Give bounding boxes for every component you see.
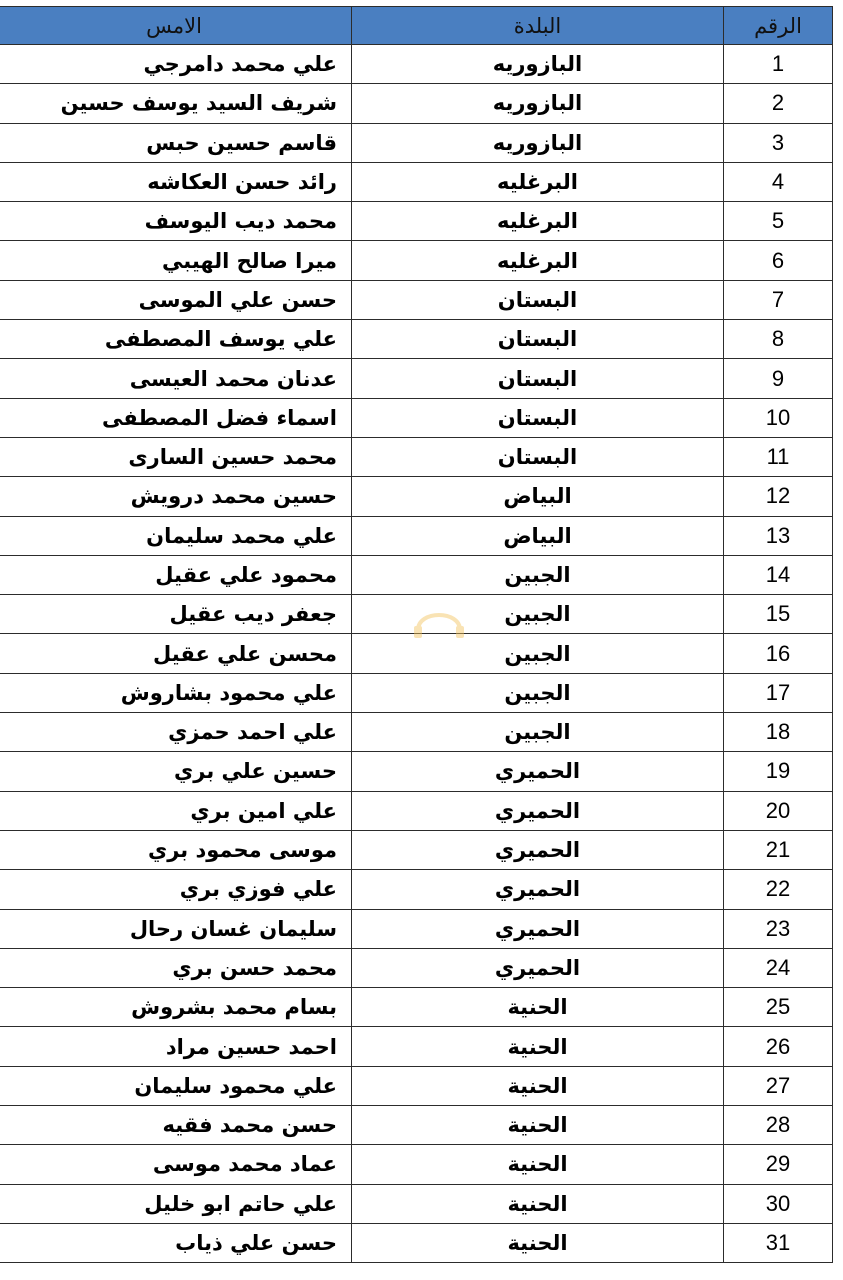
row-number: 26 [724, 1027, 833, 1066]
table-header [0, 7, 833, 45]
table-row [0, 241, 833, 280]
row-town: الحميري [352, 948, 724, 987]
row-number: 24 [724, 948, 833, 987]
row-name: عماد محمد موسى [0, 1145, 352, 1184]
row-name: علي احمد حمزي [0, 713, 352, 752]
table-row [0, 909, 833, 948]
table-row [0, 1106, 833, 1145]
row-town: البستان [352, 359, 724, 398]
table-row [0, 555, 833, 594]
table-row [0, 791, 833, 830]
row-name: حسين علي بري [0, 752, 352, 791]
table-row [0, 162, 833, 201]
row-name: قاسم حسين حبس [0, 123, 352, 162]
row-number: 28 [724, 1106, 833, 1145]
row-town: البازوريه [352, 84, 724, 123]
row-number: 4 [724, 162, 833, 201]
row-name: احمد حسين مراد [0, 1027, 352, 1066]
header-number: الرقم [724, 7, 833, 45]
row-number: 7 [724, 280, 833, 319]
table-row [0, 437, 833, 476]
row-town: الجبين [352, 555, 724, 594]
row-number: 6 [724, 241, 833, 280]
row-name: محمود علي عقيل [0, 555, 352, 594]
row-number: 29 [724, 1145, 833, 1184]
row-number: 19 [724, 752, 833, 791]
table-row [0, 359, 833, 398]
table-row [0, 673, 833, 712]
row-name: علي محمود سليمان [0, 1066, 352, 1105]
row-name: علي حاتم ابو خليل [0, 1184, 352, 1223]
row-number: 22 [724, 870, 833, 909]
row-town: الحميري [352, 752, 724, 791]
row-number: 10 [724, 398, 833, 437]
row-town: البرغليه [352, 162, 724, 201]
table-row [0, 988, 833, 1027]
row-name: علي فوزي بري [0, 870, 352, 909]
row-town: الجبين [352, 713, 724, 752]
row-town: الحميري [352, 791, 724, 830]
row-town: الحميري [352, 870, 724, 909]
row-town: البازوريه [352, 45, 724, 84]
row-name: اسماء فضل المصطفى [0, 398, 352, 437]
row-name: بسام محمد بشروش [0, 988, 352, 1027]
row-name: محمد ديب اليوسف [0, 202, 352, 241]
row-number: 21 [724, 830, 833, 869]
row-name: سليمان غسان رحال [0, 909, 352, 948]
table-row [0, 1184, 833, 1223]
row-name: موسى محمود بري [0, 830, 352, 869]
table-row [0, 1027, 833, 1066]
table-row [0, 948, 833, 987]
row-number: 3 [724, 123, 833, 162]
row-name: حسن علي الموسى [0, 280, 352, 319]
row-name: رائد حسن العكاشه [0, 162, 352, 201]
row-town: البستان [352, 437, 724, 476]
row-number: 9 [724, 359, 833, 398]
row-name: جعفر ديب عقيل [0, 595, 352, 634]
row-town: البازوريه [352, 123, 724, 162]
row-town: البياض [352, 516, 724, 555]
row-town: البستان [352, 320, 724, 359]
table-row [0, 870, 833, 909]
row-town: الحنية [352, 1066, 724, 1105]
row-name: حسين محمد درويش [0, 477, 352, 516]
row-number: 5 [724, 202, 833, 241]
row-name: حسن علي ذياب [0, 1223, 352, 1262]
row-number: 8 [724, 320, 833, 359]
row-town: الحنية [352, 1027, 724, 1066]
row-number: 20 [724, 791, 833, 830]
row-town: البرغليه [352, 202, 724, 241]
table-row [0, 202, 833, 241]
table-row [0, 1066, 833, 1105]
row-name: عدنان محمد العيسى [0, 359, 352, 398]
table-row [0, 280, 833, 319]
header-row [0, 7, 833, 45]
table-row [0, 84, 833, 123]
row-number: 31 [724, 1223, 833, 1262]
row-town: البستان [352, 398, 724, 437]
table-row [0, 320, 833, 359]
row-name: علي يوسف المصطفى [0, 320, 352, 359]
row-number: 17 [724, 673, 833, 712]
table-row [0, 830, 833, 869]
table-row [0, 398, 833, 437]
row-number: 25 [724, 988, 833, 1027]
table-row [0, 1145, 833, 1184]
table-row [0, 123, 833, 162]
header-name: الامس [0, 7, 352, 45]
row-town: الحنية [352, 1223, 724, 1262]
table-body [0, 45, 833, 1263]
row-town: الحميري [352, 909, 724, 948]
row-name: محمد حسين السارى [0, 437, 352, 476]
row-number: 11 [724, 437, 833, 476]
row-name: محمد حسن بري [0, 948, 352, 987]
row-town: الجبين [352, 634, 724, 673]
table-row [0, 713, 833, 752]
table-row [0, 477, 833, 516]
row-number: 14 [724, 555, 833, 594]
row-name: علي محمد سليمان [0, 516, 352, 555]
table-row [0, 1223, 833, 1262]
row-number: 15 [724, 595, 833, 634]
row-number: 12 [724, 477, 833, 516]
row-number: 16 [724, 634, 833, 673]
row-town: الحنية [352, 988, 724, 1027]
row-town: البرغليه [352, 241, 724, 280]
row-number: 27 [724, 1066, 833, 1105]
row-number: 30 [724, 1184, 833, 1223]
row-town: الحنية [352, 1106, 724, 1145]
row-name: شريف السيد يوسف حسين [0, 84, 352, 123]
row-name: ميرا صالح الهيبي [0, 241, 352, 280]
row-town: الجبين [352, 673, 724, 712]
table-row [0, 752, 833, 791]
names-table [0, 6, 833, 1263]
row-name: علي محمود بشاروش [0, 673, 352, 712]
header-town: البلدة [352, 7, 724, 45]
row-number: 18 [724, 713, 833, 752]
row-name: حسن محمد فقيه [0, 1106, 352, 1145]
row-number: 2 [724, 84, 833, 123]
table-row [0, 516, 833, 555]
row-town: الجبين [352, 595, 724, 634]
row-number: 13 [724, 516, 833, 555]
row-town: الحنية [352, 1184, 724, 1223]
table-row [0, 634, 833, 673]
row-number: 23 [724, 909, 833, 948]
row-town: الحميري [352, 830, 724, 869]
row-name: محسن علي عقيل [0, 634, 352, 673]
row-number: 1 [724, 45, 833, 84]
row-town: البياض [352, 477, 724, 516]
table-row [0, 45, 833, 84]
row-town: البستان [352, 280, 724, 319]
row-name: علي امين بري [0, 791, 352, 830]
row-town: الحنية [352, 1145, 724, 1184]
row-name: علي محمد دامرجي [0, 45, 352, 84]
table-row [0, 595, 833, 634]
